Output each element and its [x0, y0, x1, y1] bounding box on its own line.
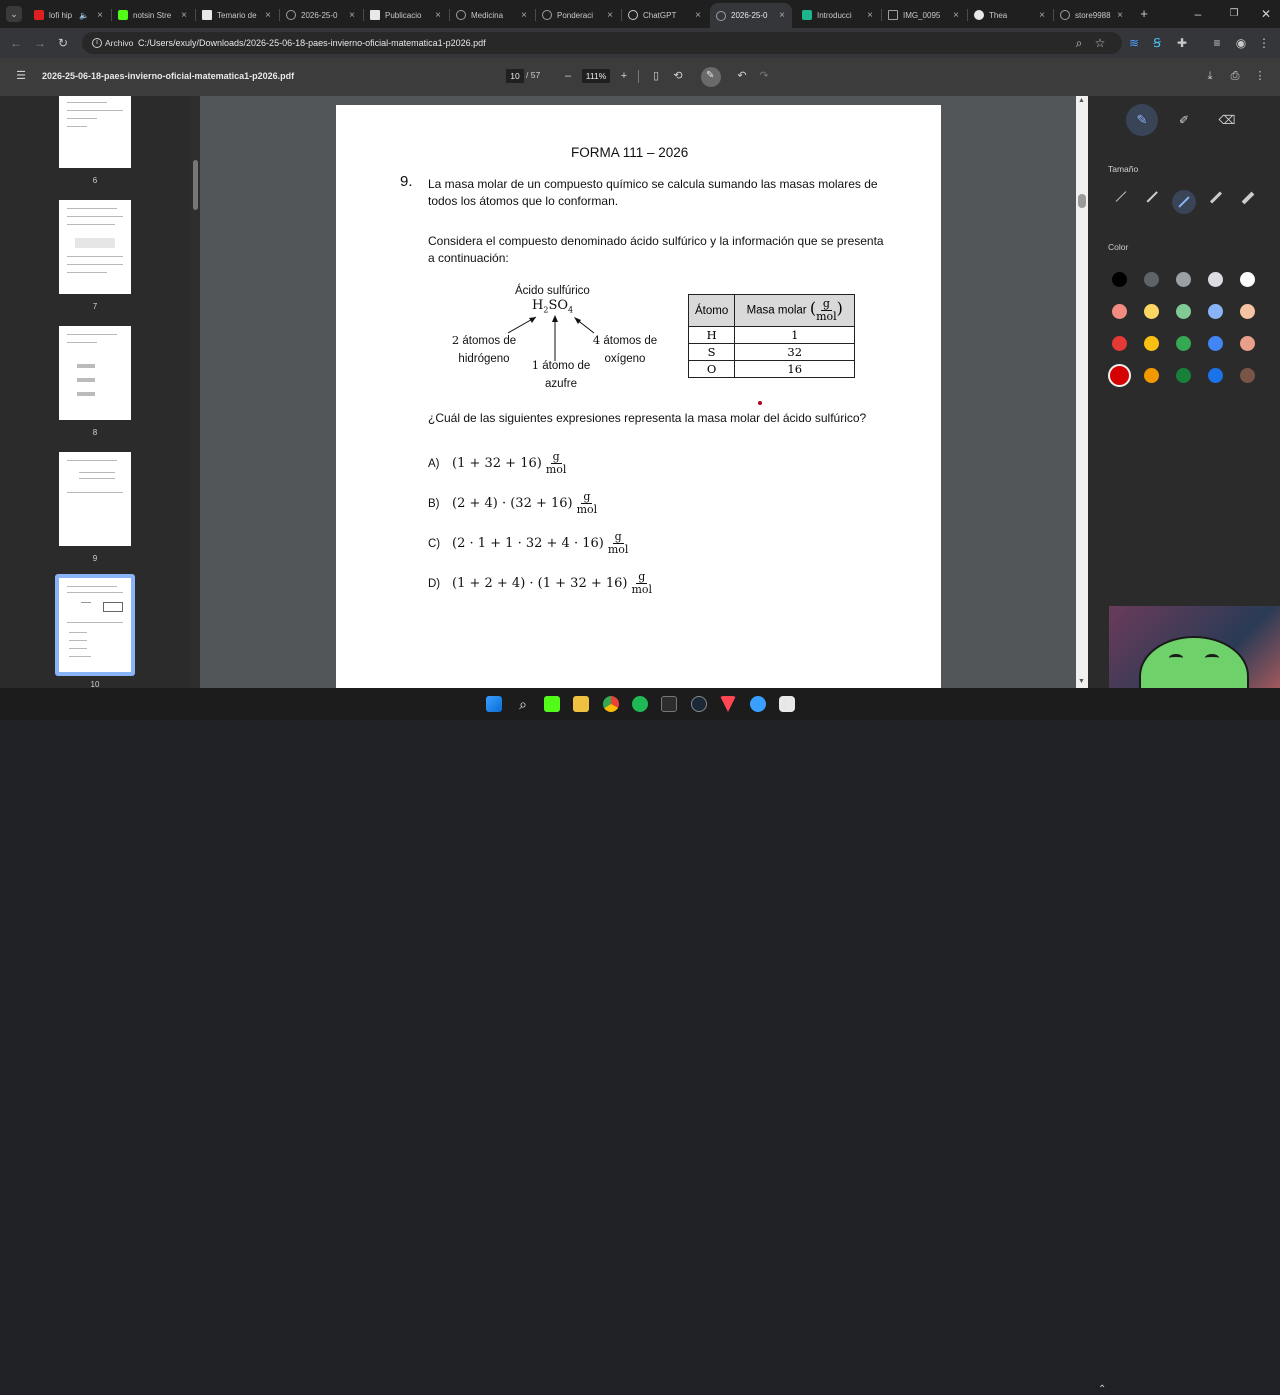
- page-number-input[interactable]: 10: [506, 69, 524, 83]
- origin-chip[interactable]: i Archivo: [88, 35, 137, 51]
- option-b[interactable]: B) (2 + 4) · (32 + 16) $\frac{g}{\text{mol}}$: [428, 490, 598, 516]
- extension-translate-icon[interactable]: Ꞩ: [1153, 36, 1161, 50]
- thumbnail-label: 7: [92, 302, 98, 311]
- zoom-icon[interactable]: ⌕: [1075, 36, 1083, 50]
- pen-tool-button[interactable]: ✎: [1126, 104, 1158, 136]
- tab-close-icon[interactable]: ×: [349, 9, 355, 21]
- pdf-title: 2026-25-06-18-paes-invierno-oficial-matematica1-p2026.pdf: [42, 71, 295, 81]
- color-swatch[interactable]: [1176, 272, 1191, 287]
- print-icon[interactable]: ⎙: [1230, 70, 1240, 82]
- thumbnail-page-selected[interactable]: [59, 578, 131, 672]
- reading-list-icon[interactable]: ≡: [1213, 36, 1221, 50]
- intro-line-1: La masa molar de un compuesto químico se calcula sumando las masas molares de: [428, 177, 878, 191]
- page-header: FORMA 111 – 2026: [571, 145, 689, 160]
- color-swatch[interactable]: [1108, 364, 1131, 387]
- tab-close-icon[interactable]: ×: [779, 10, 785, 21]
- kick-app-icon[interactable]: [544, 696, 560, 712]
- thea-icon: [974, 10, 984, 20]
- extension-wifi-icon[interactable]: ≋: [1128, 36, 1140, 50]
- restore-button[interactable]: ❐: [1229, 8, 1239, 19]
- molar-mass-table: [688, 294, 855, 378]
- tab-publicaciones[interactable]: Publicacio ×: [364, 4, 448, 26]
- sidebar-scrollbar-thumb[interactable]: [193, 160, 198, 210]
- valorant-icon[interactable]: [720, 696, 736, 712]
- info-icon: i: [92, 38, 102, 48]
- forward-icon[interactable]: →: [34, 36, 46, 50]
- menu-icon[interactable]: ⋮: [1258, 36, 1270, 50]
- profile-icon[interactable]: ◉: [1235, 36, 1247, 50]
- url-text[interactable]: C:/Users/exuly/Downloads/2026-25-06-18-paes-invierno-oficial-matematica1-p2026.pdf: [138, 38, 486, 48]
- tab-store[interactable]: store9988 ×: [1054, 4, 1130, 26]
- pen-icon: ✎: [706, 70, 715, 81]
- tab-close-icon[interactable]: ×: [1117, 9, 1123, 21]
- back-icon[interactable]: ←: [10, 36, 22, 50]
- size-option-4[interactable]: [1210, 191, 1222, 203]
- download-icon[interactable]: ⤓: [1207, 70, 1213, 82]
- star-icon[interactable]: ☆: [1094, 36, 1106, 50]
- table-row: H 1: [689, 327, 855, 344]
- speaker-icon[interactable]: 🔈: [79, 10, 89, 20]
- undo-icon[interactable]: ↶: [737, 70, 747, 82]
- unit-fraction: $\frac{g}{\text{mol}}$: [607, 530, 629, 556]
- tab-kick[interactable]: notsin Stre ×: [112, 4, 194, 26]
- tab-close-icon[interactable]: ×: [521, 9, 527, 21]
- unit-fraction: $\frac{g}{\text{mol}}$: [816, 297, 837, 323]
- table-header-mass: Masa molar ( $\frac{g}{\text{mol}}$ ): [735, 295, 855, 327]
- tab-close-icon[interactable]: ×: [607, 9, 613, 21]
- tab-introduccion[interactable]: Introducci ×: [796, 4, 880, 26]
- rotate-icon[interactable]: ⟲: [673, 70, 683, 82]
- youtube-icon: [34, 10, 44, 20]
- color-swatch[interactable]: [1208, 304, 1223, 319]
- color-swatch[interactable]: [1176, 336, 1191, 351]
- thumbnail-label: 10: [90, 680, 100, 688]
- reload-icon[interactable]: ↻: [57, 36, 69, 50]
- shield-icon: [802, 10, 812, 20]
- color-swatch[interactable]: [1144, 336, 1159, 351]
- redo-icon[interactable]: ↷: [759, 70, 769, 82]
- color-swatch[interactable]: [1208, 272, 1223, 287]
- tab-close-icon[interactable]: ×: [867, 9, 873, 21]
- tab-close-icon[interactable]: ×: [435, 9, 441, 21]
- viewer-scrollbar-thumb[interactable]: [1078, 194, 1086, 208]
- document-icon: [370, 10, 380, 20]
- hamburger-menu-icon[interactable]: ☰: [16, 70, 26, 82]
- viewer-scrollbar[interactable]: [1076, 96, 1088, 688]
- size-option-2[interactable]: [1147, 191, 1158, 202]
- tab-close-icon[interactable]: ×: [1039, 9, 1045, 21]
- extensions-icon[interactable]: ✚: [1176, 36, 1188, 50]
- tab-close-icon[interactable]: ×: [695, 9, 701, 21]
- size-label: Tamaño: [1108, 164, 1139, 174]
- thumbnail-page[interactable]: [59, 96, 131, 168]
- chemical-formula: $H_2SO_4$: [532, 298, 574, 315]
- color-swatch[interactable]: [1176, 304, 1191, 319]
- thumbnail-label: 9: [92, 554, 98, 563]
- chevron-up-icon[interactable]: ⌃: [1098, 1384, 1107, 1395]
- page-total: / 57: [526, 70, 541, 80]
- option-d[interactable]: D) (1 + 2 + 4) · (1 + 32 + 16) $\frac{g}{\text{mol}}$: [428, 570, 653, 596]
- color-swatch[interactable]: [1240, 272, 1255, 287]
- document-icon: [202, 10, 212, 20]
- hydrogen-label: 2 átomos de hidrógeno: [451, 333, 517, 365]
- oxygen-label: 4 átomos de oxígeno: [592, 333, 658, 365]
- scroll-down-arrow-icon[interactable]: ▼: [1078, 678, 1085, 685]
- globe-icon: [456, 10, 466, 20]
- thumbnail-label: 6: [92, 176, 98, 185]
- mascot-eye: [1205, 654, 1219, 662]
- globe-icon: [1060, 10, 1070, 20]
- tab-pdf-active[interactable]: 2026-25-0 ×: [710, 3, 792, 28]
- scroll-up-arrow-icon[interactable]: ▲: [1078, 97, 1085, 104]
- checklist-app-icon[interactable]: [779, 696, 795, 712]
- table-row: S 32: [689, 344, 855, 361]
- cursor-dot: [758, 401, 762, 405]
- color-swatch[interactable]: [1144, 272, 1159, 287]
- zoom-input[interactable]: 111%: [582, 69, 610, 83]
- pdf-viewer: [200, 96, 1088, 688]
- intro-line-2: todos los átomos que lo conforman.: [428, 194, 619, 208]
- fit-page-icon[interactable]: ▯: [652, 70, 660, 82]
- annotation-panel: [1088, 96, 1280, 688]
- question-text: ¿Cuál de las siguientes expresiones representa la masa molar del ácido sulfúrico?: [428, 411, 867, 425]
- question-number: 9.: [400, 173, 413, 190]
- tab-img[interactable]: IMG_0095 ×: [882, 4, 966, 26]
- thumbnail-page[interactable]: [59, 326, 131, 420]
- color-swatch[interactable]: [1176, 368, 1191, 383]
- highlighter-tool-button[interactable]: ✐: [1178, 113, 1190, 127]
- spotify-icon[interactable]: [632, 696, 648, 712]
- terminal-icon[interactable]: [661, 696, 677, 712]
- sulfur-label: 1 átomo de azufre: [531, 358, 591, 390]
- color-swatch[interactable]: [1144, 304, 1159, 319]
- color-swatch[interactable]: [1240, 336, 1255, 351]
- consider-line-1: Considera el compuesto denominado ácido sulfúrico y la información que se presenta: [428, 234, 884, 248]
- color-swatch[interactable]: [1240, 368, 1255, 383]
- tab-ponderacion[interactable]: Ponderaci ×: [536, 4, 620, 26]
- pdf-page: [336, 105, 941, 688]
- globe-icon: [716, 11, 726, 21]
- chrome-icon[interactable]: [603, 696, 619, 712]
- unit-fraction: $\frac{g}{\text{mol}}$: [576, 490, 598, 516]
- tab-close-icon[interactable]: ×: [953, 9, 959, 21]
- more-options-icon[interactable]: ⋮: [1254, 70, 1266, 82]
- color-swatch[interactable]: [1144, 368, 1159, 383]
- consider-line-2: a continuación:: [428, 251, 509, 265]
- tab-close-icon[interactable]: ×: [265, 9, 271, 21]
- zoom-out-button[interactable]: –: [564, 70, 572, 82]
- minimize-button[interactable]: –: [1194, 7, 1202, 21]
- steam-icon[interactable]: [691, 696, 707, 712]
- windows-start-icon[interactable]: [486, 696, 502, 712]
- thumbnail-page[interactable]: [59, 200, 131, 294]
- option-a[interactable]: A) (1 + 32 + 16) $\frac{g}{\text{mol}}$: [428, 450, 567, 476]
- search-icon[interactable]: ⌕: [519, 696, 527, 712]
- tab-strip: [0, 0, 1280, 28]
- tab-temario[interactable]: Temario de ×: [196, 4, 278, 26]
- color-swatch[interactable]: [1112, 336, 1127, 351]
- color-swatch[interactable]: [1208, 368, 1223, 383]
- tab-chatgpt[interactable]: ChatGPT ×: [622, 4, 708, 26]
- tab-close-icon[interactable]: ×: [181, 9, 187, 21]
- diagram-title: Ácido sulfúrico: [515, 285, 590, 297]
- globe-icon: [542, 10, 552, 20]
- thumbnail-label: 8: [92, 428, 98, 437]
- zoom-in-button[interactable]: +: [620, 70, 628, 82]
- tab-search-button[interactable]: ⌄: [6, 6, 22, 22]
- tab-medicina[interactable]: Medicina ×: [450, 4, 534, 26]
- color-swatch[interactable]: [1240, 304, 1255, 319]
- size-option-1[interactable]: [1116, 191, 1127, 202]
- chatgpt-icon: [628, 10, 638, 20]
- annotate-button[interactable]: [701, 67, 721, 87]
- color-swatch[interactable]: [1208, 336, 1223, 351]
- unit-fraction: $\frac{g}{\text{mol}}$: [545, 450, 567, 476]
- thumbnail-sidebar: [0, 96, 200, 688]
- taskbar: [0, 688, 1280, 1395]
- tab-pdf-1[interactable]: 2026-25-0 ×: [280, 4, 362, 26]
- thumbnail-page[interactable]: [59, 452, 131, 546]
- new-tab-button[interactable]: +: [1140, 6, 1148, 21]
- color-swatch[interactable]: [1112, 272, 1127, 287]
- color-label: Color: [1108, 242, 1129, 252]
- tab-lofi[interactable]: lofi hip 🔈 ×: [28, 4, 110, 26]
- table-row: O 16: [689, 361, 855, 378]
- size-option-5[interactable]: [1242, 192, 1255, 205]
- file-explorer-icon[interactable]: [573, 696, 589, 712]
- kick-icon: [118, 10, 128, 20]
- close-window-button[interactable]: ✕: [1260, 7, 1272, 21]
- network-app-icon[interactable]: [750, 696, 766, 712]
- option-c[interactable]: C) (2 · 1 + 1 · 32 + 4 · 16) $\frac{g}{\text{mol}}$: [428, 530, 629, 556]
- globe-icon: [286, 10, 296, 20]
- divider: [638, 70, 639, 83]
- mascot-eye: [1169, 654, 1183, 662]
- color-swatch[interactable]: [1112, 304, 1127, 319]
- unit-fraction: $\frac{g}{\text{mol}}$: [631, 570, 653, 596]
- tab-close-icon[interactable]: ×: [97, 9, 103, 21]
- file-icon: [888, 10, 898, 20]
- eraser-tool-button[interactable]: ⌫: [1218, 113, 1236, 127]
- table-header-atom: Átomo: [689, 295, 735, 327]
- tab-thea[interactable]: Thea ×: [968, 4, 1052, 26]
